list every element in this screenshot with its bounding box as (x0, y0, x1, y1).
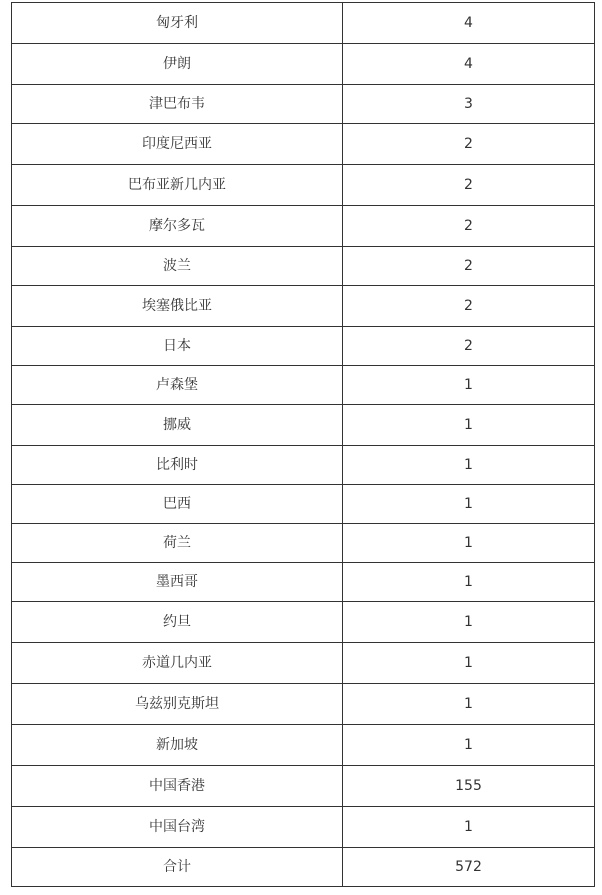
total-row (12, 848, 595, 887)
country-cell: 津巴布韦 (12, 85, 343, 124)
count-cell: 1 (343, 643, 595, 684)
count-cell: 2 (343, 206, 595, 247)
table-row (12, 725, 595, 766)
table-row (12, 524, 595, 563)
table-row (12, 643, 595, 684)
country-cell: 埃塞俄比亚 (12, 286, 343, 327)
table-row (12, 602, 595, 643)
count-cell: 1 (343, 485, 595, 524)
count-cell: 155 (343, 766, 595, 807)
count-cell: 4 (343, 44, 595, 85)
count-cell: 2 (343, 165, 595, 206)
country-cell: 中国香港 (12, 766, 343, 807)
total-label: 合计 (12, 848, 343, 887)
country-cell: 墨西哥 (12, 563, 343, 602)
table-row (12, 327, 595, 366)
count-cell: 1 (343, 446, 595, 485)
country-cell: 摩尔多瓦 (12, 206, 343, 247)
country-cell: 波兰 (12, 247, 343, 286)
country-cell: 伊朗 (12, 44, 343, 85)
country-cell: 约旦 (12, 602, 343, 643)
country-cell: 印度尼西亚 (12, 124, 343, 165)
table-row (12, 766, 595, 807)
country-cell: 卢森堡 (12, 366, 343, 405)
country-cell: 乌兹别克斯坦 (12, 684, 343, 725)
table-row (12, 807, 595, 848)
country-cell: 荷兰 (12, 524, 343, 563)
table-row (12, 684, 595, 725)
count-cell: 2 (343, 247, 595, 286)
count-cell: 2 (343, 286, 595, 327)
table-row (12, 485, 595, 524)
table-row (12, 44, 595, 85)
cases-by-region-table (11, 2, 595, 887)
total-count: 572 (343, 848, 595, 887)
count-cell: 1 (343, 684, 595, 725)
table-row (12, 286, 595, 327)
count-cell: 2 (343, 124, 595, 165)
table-row (12, 3, 595, 44)
count-cell: 1 (343, 602, 595, 643)
country-cell: 巴布亚新几内亚 (12, 165, 343, 206)
count-cell: 3 (343, 85, 595, 124)
country-cell: 赤道几内亚 (12, 643, 343, 684)
count-cell: 2 (343, 327, 595, 366)
table-row (12, 85, 595, 124)
count-cell: 1 (343, 563, 595, 602)
table-body (12, 3, 595, 887)
table-row (12, 366, 595, 405)
table-row (12, 165, 595, 206)
table-row (12, 206, 595, 247)
country-cell: 新加坡 (12, 725, 343, 766)
count-cell: 1 (343, 366, 595, 405)
country-cell: 日本 (12, 327, 343, 366)
country-cell: 比利时 (12, 446, 343, 485)
count-cell: 4 (343, 3, 595, 44)
table-row (12, 563, 595, 602)
country-cell: 中国台湾 (12, 807, 343, 848)
table-row (12, 405, 595, 446)
country-cell: 匈牙利 (12, 3, 343, 44)
country-cell: 巴西 (12, 485, 343, 524)
table-row (12, 124, 595, 165)
count-cell: 1 (343, 725, 595, 766)
country-cell: 挪威 (12, 405, 343, 446)
table-row (12, 446, 595, 485)
table-row (12, 247, 595, 286)
count-cell: 1 (343, 807, 595, 848)
count-cell: 1 (343, 405, 595, 446)
count-cell: 1 (343, 524, 595, 563)
